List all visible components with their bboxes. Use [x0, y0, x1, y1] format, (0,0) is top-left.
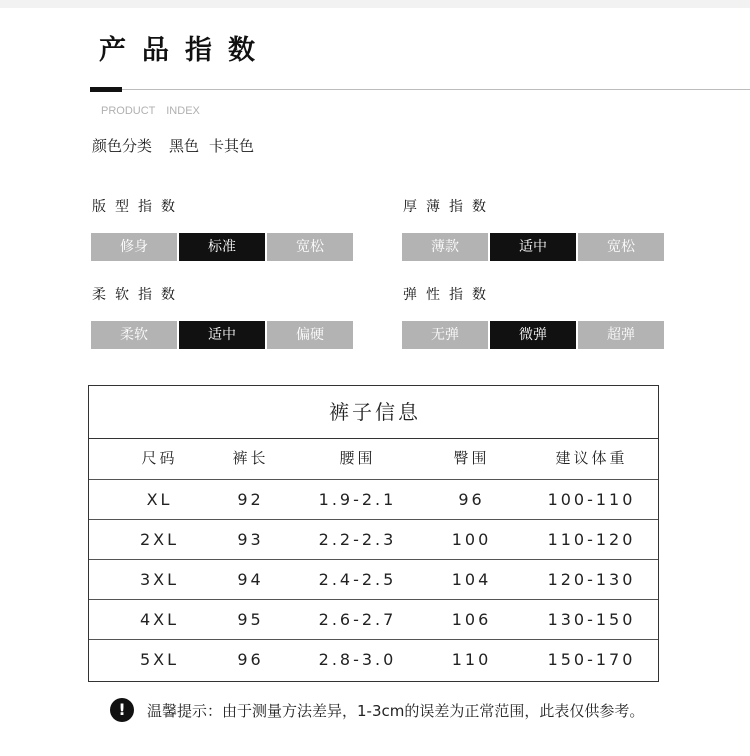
cell-hip: 110: [451, 650, 492, 669]
cell-hip: 96: [458, 490, 485, 509]
size-table-title: 裤子信息: [329, 400, 421, 424]
cell-size: 3XL: [139, 570, 180, 589]
fit-option-loose: 宽松: [267, 233, 353, 261]
cell-waist: 2.6-2.7: [318, 610, 397, 629]
cell-size: XL: [146, 490, 173, 509]
cell-waist: 2.8-3.0: [318, 650, 397, 669]
softness-index-bar: [91, 321, 353, 349]
page-subtitle: PRODUCT INDEX: [101, 105, 200, 117]
exclamation-icon: [110, 698, 134, 722]
title-divider: [90, 89, 750, 90]
size-table: [88, 385, 659, 682]
column-header-waist: 腰围: [339, 449, 376, 467]
page-title: 产品指数: [99, 35, 271, 66]
table-row: [89, 640, 658, 679]
elasticity-option-high: 超弹: [578, 321, 664, 349]
cell-hip: 104: [451, 570, 492, 589]
table-row: [89, 560, 658, 599]
softness-option-medium: 适中: [179, 321, 265, 349]
elasticity-index-bar: [402, 321, 664, 349]
column-header-weight: 建议体重: [555, 449, 628, 467]
cell-waist: 2.4-2.5: [318, 570, 397, 589]
cell-length: 95: [237, 610, 264, 629]
table-row: [89, 520, 658, 559]
column-header-length: 裤长: [232, 449, 269, 467]
fit-index-title: 版型指数: [92, 199, 184, 215]
cell-waist: 2.2-2.3: [318, 530, 397, 549]
thickness-index-bar: [402, 233, 664, 261]
table-row: [89, 600, 658, 639]
elasticity-index-title: 弹性指数: [403, 287, 495, 303]
elasticity-index: [402, 286, 664, 349]
softness-index: [91, 286, 353, 349]
cell-length: 92: [237, 490, 264, 509]
cell-size: 5XL: [139, 650, 180, 669]
cell-size: 4XL: [139, 610, 180, 629]
cell-size: 2XL: [139, 530, 180, 549]
cell-weight: 130-150: [547, 610, 636, 629]
size-note: 温馨提示：由于测量方法差异，1-3cm的误差为正常范围，此表仅供参考。: [147, 702, 645, 720]
thickness-index-title: 厚薄指数: [403, 199, 495, 215]
color-option-khaki: 卡其色: [209, 137, 255, 155]
softness-index-title: 柔软指数: [92, 287, 184, 303]
column-header-size: 尺码: [141, 449, 178, 467]
cell-weight: 150-170: [547, 650, 636, 669]
cell-waist: 1.9-2.1: [318, 490, 397, 509]
cell-weight: 110-120: [547, 530, 636, 549]
cell-hip: 106: [451, 610, 492, 629]
table-header-row: [89, 439, 658, 478]
thickness-option-thin: 薄款: [402, 233, 488, 261]
color-category: [92, 137, 254, 155]
elasticity-option-slight: 微弹: [490, 321, 576, 349]
softness-option-soft: 柔软: [91, 321, 177, 349]
thickness-option-loose: 宽松: [578, 233, 664, 261]
cell-length: 93: [237, 530, 264, 549]
fit-option-standard: 标准: [179, 233, 265, 261]
fit-index: [91, 198, 353, 261]
thickness-option-medium: 适中: [490, 233, 576, 261]
cell-weight: 120-130: [547, 570, 636, 589]
column-header-hip: 臀围: [453, 449, 490, 467]
color-category-label: 颜色分类: [92, 137, 153, 155]
cell-length: 96: [237, 650, 264, 669]
title-accent-bar: [90, 87, 122, 92]
softness-option-stiff: 偏硬: [267, 321, 353, 349]
cell-hip: 100: [451, 530, 492, 549]
fit-index-bar: [91, 233, 353, 261]
thickness-index: [402, 198, 664, 261]
table-row: [89, 480, 658, 519]
color-option-black: 黑色: [169, 137, 200, 155]
cell-length: 94: [237, 570, 264, 589]
cell-weight: 100-110: [547, 490, 636, 509]
fit-option-slim: 修身: [91, 233, 177, 261]
elasticity-option-none: 无弹: [402, 321, 488, 349]
top-band: [0, 0, 750, 8]
